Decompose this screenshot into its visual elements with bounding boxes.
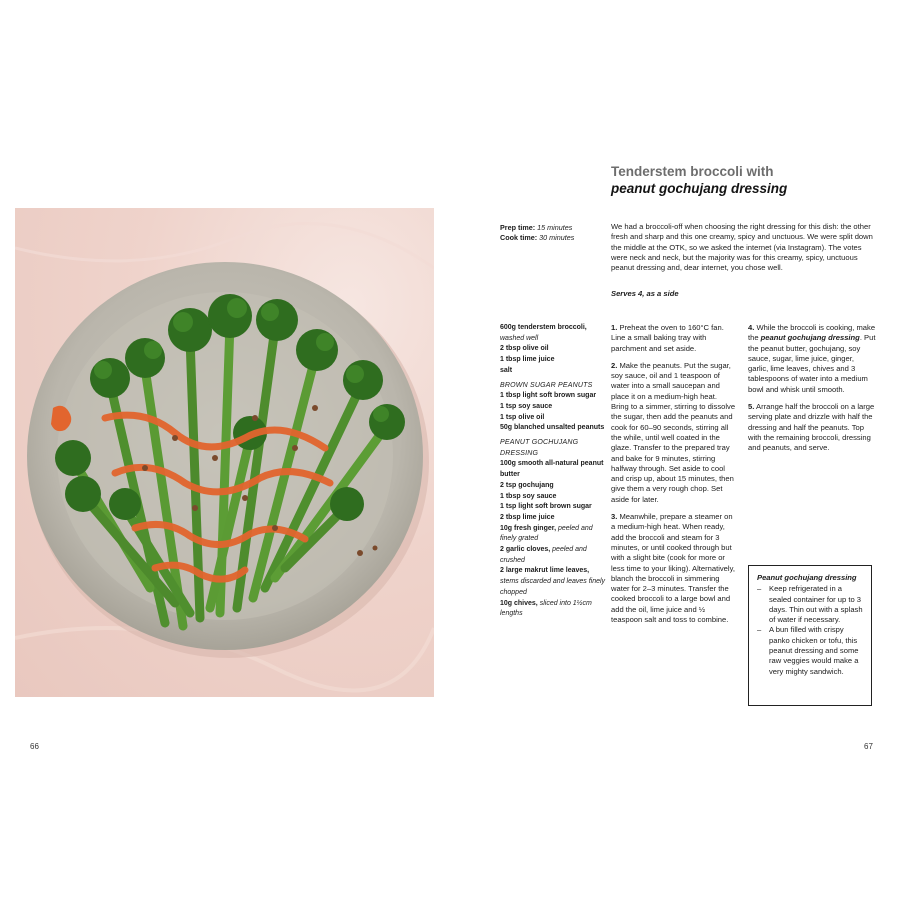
ingredient-item [500, 513, 606, 524]
ingredients-main [500, 323, 606, 377]
ingredient-item [500, 402, 606, 413]
ingredient-name: 100g smooth all-natural peanut butter [500, 460, 604, 479]
ingredients-peanuts [500, 391, 606, 434]
ingredient-note: stems discarded and leaves finely chopped [500, 578, 606, 596]
ingredient-item [500, 344, 606, 355]
ingredient-item [500, 524, 606, 545]
tip-item: – A bun filled with crispy panko chicken or tofu, this peanut dressing and some raw veggies would make a very mighty sandwich. [757, 625, 859, 676]
step-number: 3. [611, 512, 618, 522]
ingredient-item [500, 459, 606, 480]
step-number: 5. [748, 402, 755, 412]
recipe-times [500, 223, 605, 243]
recipe-title-line2: peanut gochujang dressing [611, 181, 788, 196]
page-number-left: 66 [30, 742, 39, 751]
recipe-title [611, 163, 871, 197]
tip-dash: – [757, 625, 762, 635]
ingredient-name: 1 tbsp light soft brown sugar [500, 392, 597, 400]
cook-time: Cook time: 30 minutes [500, 233, 575, 242]
broccoli-plate-illustration [15, 208, 434, 697]
method-step: 3. Meanwhile, prepare a steamer on a medium-high heat. When ready, add the broccoli and steam for 3 minutes, or until cooked through but with a slight bite (cook for more or less time to your liking). Alternatively, blanch the broccoli in simmering water for 2–3 minutes. Transfer the cooked broccoli to a large bowl and add the oil, lime juice and ½ teaspoon salt and toss to combine. [611, 512, 735, 625]
ingredient-name: 2 tsp gochujang [500, 481, 554, 489]
ingredient-item [500, 391, 606, 402]
ingredient-item [500, 481, 606, 492]
step-number: 2. [611, 360, 618, 370]
ingredient-name: salt [500, 366, 513, 374]
tip-dash: – [757, 584, 762, 594]
ingredient-item [500, 599, 606, 620]
tip-item: – Keep refrigerated in a sealed container for up to 3 days. Thin out with a splash of water if necessary. [757, 584, 863, 625]
ingredient-item [500, 323, 606, 344]
ingredient-item [500, 423, 606, 434]
ingredient-item [500, 566, 606, 598]
step-number: 4. [748, 323, 755, 332]
ingredient-item [500, 366, 606, 377]
recipe-title-line1: Tenderstem broccoli with [611, 164, 774, 179]
ingredient-item [500, 502, 606, 513]
step-emphasis: peanut gochujang dressing [760, 333, 860, 343]
ingredient-name: 2 large makrut lime leaves, [500, 567, 590, 575]
ingredient-item [500, 355, 606, 366]
ingredient-name: 600g tenderstem broccoli, [500, 324, 587, 331]
ingredient-item [500, 545, 606, 566]
ingredient-name: 2 garlic cloves, [500, 546, 551, 554]
ingredient-note: peeled and finely grated [500, 524, 593, 543]
ingredient-name: 1 tbsp soy sauce [500, 492, 557, 500]
ingredient-note: washed well [500, 334, 539, 342]
ingredients-heading-peanuts: BROWN SUGAR PEANUTS [500, 381, 593, 389]
method-step: 1. Preheat the oven to 160°C fan. Line a small baking tray with parchment and set aside. [611, 323, 724, 353]
ingredient-note: sliced into 1½cm lengths [500, 599, 592, 618]
tip-box-title: Peanut gochujang dressing [757, 573, 857, 582]
ingredients-heading-dressing: PEANUT GOCHUJANG DRESSING [500, 439, 579, 457]
ingredient-name: 1 tbsp lime juice [500, 356, 555, 364]
prep-time: Prep time: 15 minutes [500, 223, 573, 232]
method-step: 4. While the broccoli is cooking, make the peanut gochujang dressing. Put the peanut butter, gochujang, soy sauce, sugar, lime juice, ginger, garlic, lime leaves, chives and 3 tablespoons of water into a medium bowl and whisk until smooth. [748, 323, 876, 394]
ingredient-name: 2 tbsp olive oil [500, 345, 549, 353]
recipe-serves: Serves 4, as a side [611, 289, 679, 298]
recipe-intro: We had a broccoli-off when choosing the right dressing for this dish: the other fresh and sharp and this one creamy, spicy and unctuous. We were split down the middle at the OTK, so we asked the internet (via Instagram). The votes were neck and neck, but the majority was for this creamy, spicy, unctuous peanut dressing and, dear internet, you chose well. [611, 222, 873, 273]
ingredient-name: 1 tsp soy sauce [500, 402, 553, 410]
ingredient-note: peeled and crushed [500, 546, 587, 564]
ingredient-name: 50g blanched unsalted peanuts [500, 424, 605, 432]
step-number: 1. [611, 323, 618, 332]
method-step: 5. Arrange half the broccoli on a large serving plate and drizzle with half the dressing and half the peanuts. Top with the remaining broccoli, dressing and peanuts, and serve. [748, 402, 875, 453]
tip-box-items [757, 584, 863, 677]
ingredient-name: 10g fresh ginger, [500, 524, 557, 532]
method-step: 2. Make the peanuts. Put the sugar, soy sauce, oil and 1 teaspoon of water into a small saucepan and place it on a medium-high heat. Bring to a simmer, stirring to dissolve the sugar, then add the peanuts and cook for 60–90 seconds, stirring all the while, until well coated in the glaze. Transfer to the prepared tray and bake for 9 minutes, stirring halfway through. Set aside to cool and crisp up, about 15 minutes, then give them a very rough chop. Set aside for later. [611, 360, 736, 504]
tip-box [748, 565, 872, 706]
method-column-2 [748, 323, 876, 461]
ingredient-name: 1 tsp olive oil [500, 413, 545, 421]
ingredients-list [500, 323, 606, 620]
ingredients-dressing [500, 459, 606, 620]
method-column-1 [611, 323, 736, 632]
recipe-photo [15, 208, 434, 697]
ingredient-item [500, 492, 606, 503]
ingredient-name: 1 tsp light soft brown sugar [500, 503, 592, 511]
ingredient-name: 10g chives, [500, 599, 538, 607]
ingredient-name: 2 tbsp lime juice [500, 513, 555, 521]
page-number-right: 67 [864, 742, 873, 751]
ingredient-item [500, 413, 606, 424]
